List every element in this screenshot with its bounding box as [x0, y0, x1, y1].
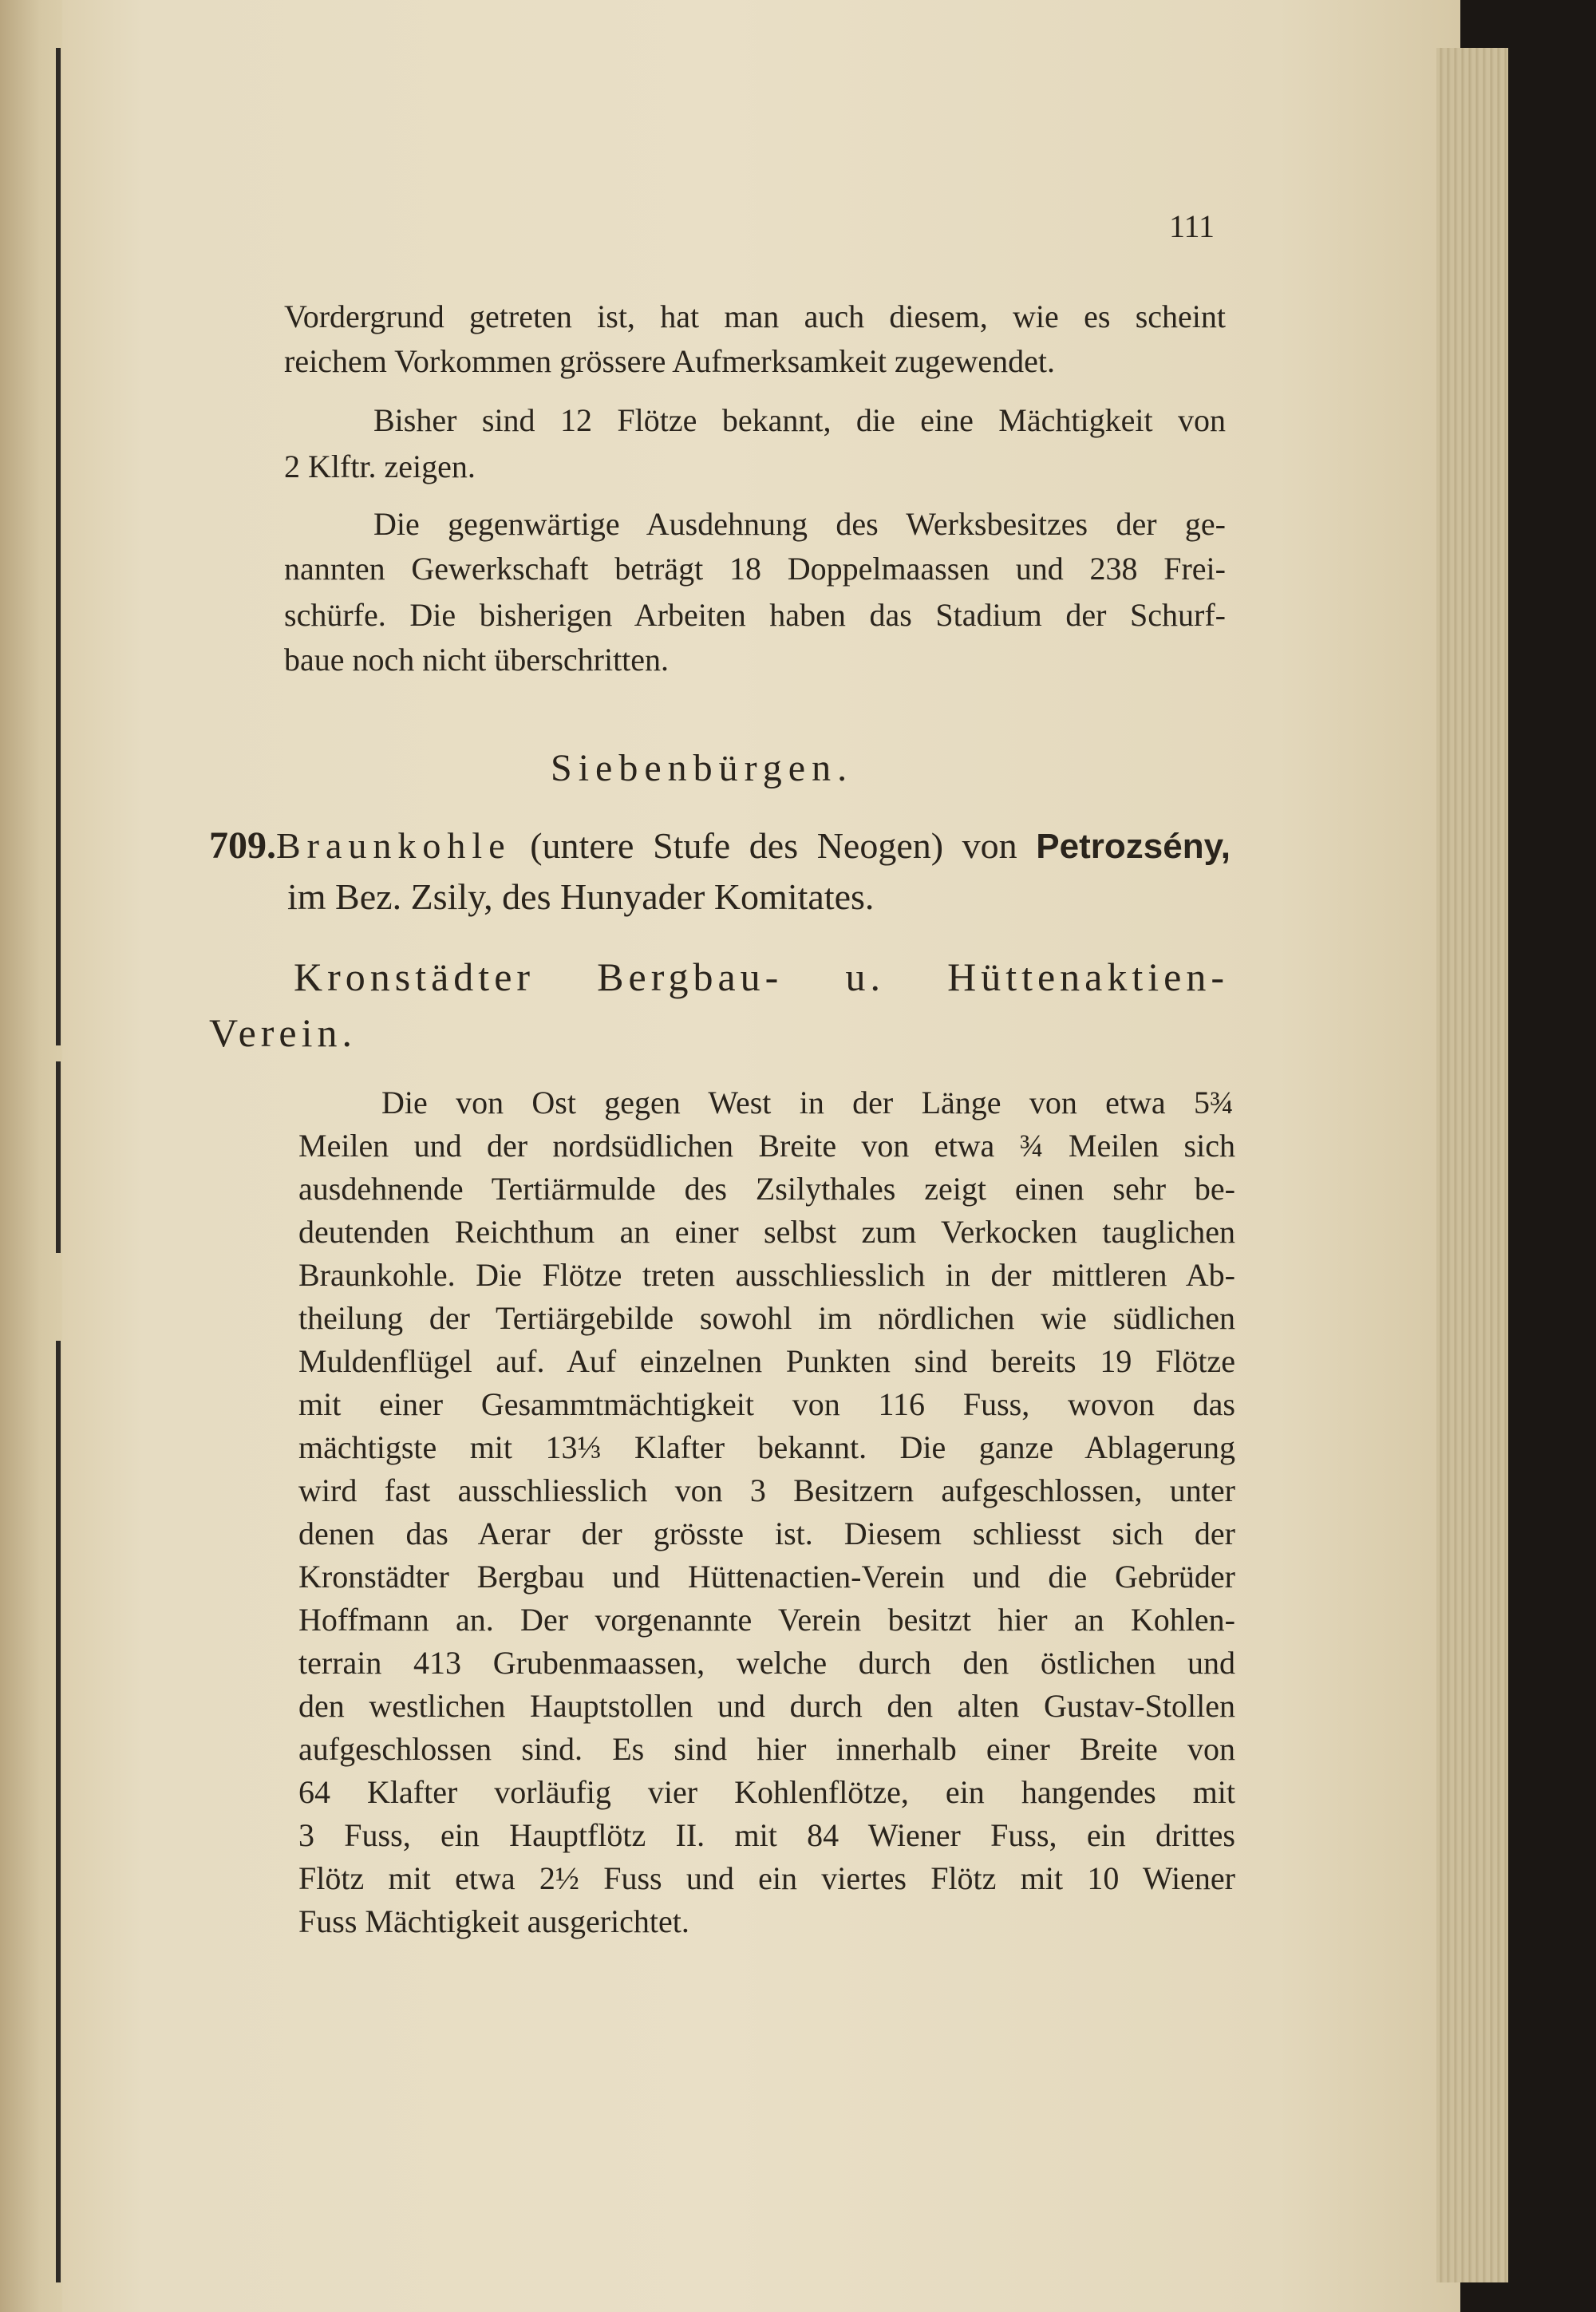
para4-line-9: mächtigste mit 13⅓ Klafter bekannt. Die ganze Ablagerung [298, 1429, 1235, 1465]
para4-line-17: 64 Klafter vorläufig vier Kohlenflötze, ein hangendes mit [298, 1774, 1235, 1810]
para1-line-2: reichem Vorkommen grössere Aufmerksamkeit zugewendet. [284, 343, 1056, 379]
page-number: 111 [1169, 208, 1215, 244]
para4-line-14: terrain 413 Grubenmaassen, welche durch den östlichen und [298, 1645, 1235, 1681]
para4-line-5: Braunkohle. Die Flötze treten ausschliesslich in der mittleren Ab- [298, 1257, 1235, 1293]
entry-commodity: Braunkohle [276, 825, 512, 866]
gutter-line-bottom [56, 1341, 61, 2282]
para4-line-4: deutenden Reichthum an einer selbst zum Verkocken tauglichen [298, 1214, 1235, 1250]
gutter-line-top [56, 48, 61, 1045]
para4-line-15: den westlichen Hauptstollen und durch den alten Gustav-Stollen [298, 1688, 1235, 1724]
para4-line-8: mit einer Gesammtmächtigkeit von 116 Fuss, wovon das [298, 1386, 1235, 1422]
para4-line-20: Fuss Mächtigkeit ausgerichtet. [298, 1903, 689, 1939]
para4-line-6: theilung der Tertiärgebilde sowohl im nördlichen wie südlichen [298, 1300, 1235, 1336]
company-heading-line-2: Verein. [209, 1010, 357, 1055]
para4-line-1: Die von Ost gegen West in der Länge von etwa 5¾ [381, 1085, 1234, 1120]
para4-line-19: Flötz mit etwa 2½ Fuss und ein viertes Flötz mit 10 Wiener [298, 1860, 1235, 1896]
para2-line-1: Bisher sind 12 Flötze bekannt, die eine Mächtigkeit von [373, 402, 1226, 438]
para4-line-10: wird fast ausschliesslich von 3 Besitzern aufgeschlossen, unter [298, 1472, 1235, 1508]
entry-709-line-2: im Bez. Zsily, des Hunyader Komitates. [287, 876, 875, 917]
para4-line-18: 3 Fuss, ein Hauptflötz II. mit 84 Wiener Fuss, ein drittes [298, 1817, 1235, 1853]
para1-line-1: Vordergrund getreten ist, hat man auch diesem, wie es scheint [284, 298, 1226, 334]
gutter-line-middle [56, 1061, 61, 1253]
page-edges [1436, 48, 1508, 2282]
para3-line-2: nannten Gewerkschaft beträgt 18 Doppelmaassen und 238 Frei- [284, 551, 1226, 587]
entry-place: Petrozsény, [1036, 827, 1231, 866]
para4-line-2: Meilen und der nordsüdlichen Breite von etwa ¾ Meilen sich [298, 1128, 1235, 1164]
para2-line-2: 2 Klftr. zeigen. [284, 449, 476, 484]
entry-number: 709. [209, 824, 276, 867]
para3-line-1: Die gegenwärtige Ausdehnung des Werksbesitzes der ge- [373, 506, 1226, 542]
para4-line-12: Kronstädter Bergbau und Hüttenactien-Verein und die Gebrüder [298, 1559, 1235, 1595]
gutter-shadow [0, 0, 62, 2312]
para4-line-7: Muldenflügel auf. Auf einzelnen Punkten sind bereits 19 Flötze [298, 1343, 1235, 1379]
para3-line-4: baue noch nicht überschritten. [284, 642, 670, 678]
para4-line-16: aufgeschlossen sind. Es sind hier innerhalb einer Breite von [298, 1731, 1235, 1767]
para3-line-3: schürfe. Die bisherigen Arbeiten haben das Stadium der Schurf- [284, 597, 1226, 633]
entry-709-line-1 [209, 822, 1231, 871]
para4-line-11: denen das Aerar der grösste ist. Diesem schliesst sich der [298, 1516, 1235, 1551]
para4-line-13: Hoffmann an. Der vorgenannte Verein besitzt hier an Kohlen- [298, 1602, 1235, 1638]
company-heading-line-1: Kronstädter Bergbau- u. Hüttenaktien- [294, 954, 1229, 999]
section-heading: Siebenbürgen. [551, 747, 854, 789]
para4-line-3: ausdehnende Tertiärmulde des Zsilythales zeigt einen sehr be- [298, 1171, 1235, 1207]
entry-description: (untere Stufe des Neogen) von [511, 825, 1037, 866]
